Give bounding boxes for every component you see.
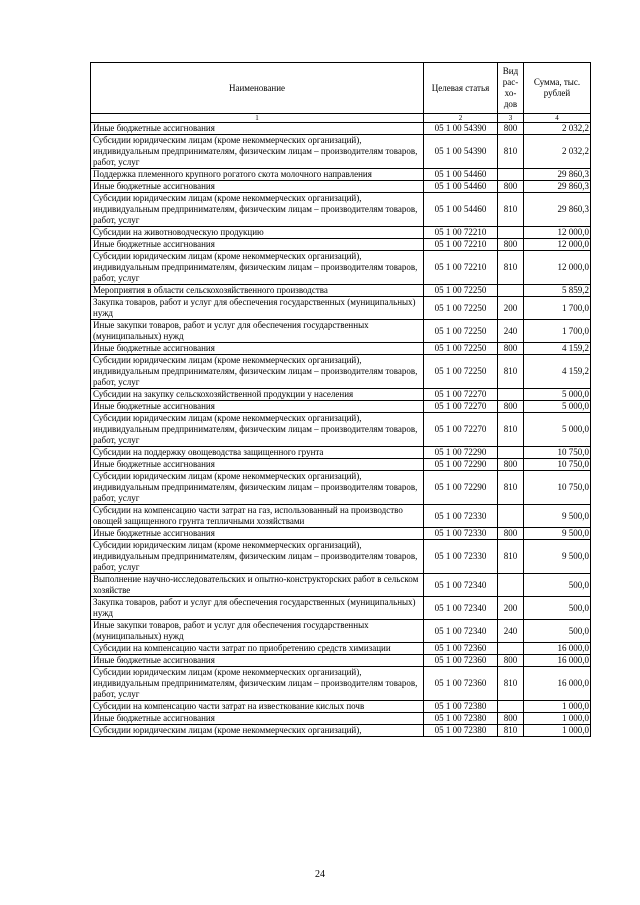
row-article: 05 1 00 54460 [424, 193, 498, 227]
row-name: Субсидии на закупку сельскохозяйственной продукции у населения [91, 389, 424, 401]
row-sum: 500,0 [524, 597, 591, 620]
row-sum: 500,0 [524, 574, 591, 597]
table-row [91, 227, 591, 239]
row-name: Иные бюджетные ассигнования [91, 343, 424, 355]
row-kind [498, 227, 524, 239]
row-name: Иные бюджетные ассигнования [91, 181, 424, 193]
row-kind: 810 [498, 540, 524, 574]
table-row [91, 239, 591, 251]
row-article: 05 1 00 72210 [424, 227, 498, 239]
row-article: 05 1 00 72270 [424, 401, 498, 413]
row-name: Иные бюджетные ассигнования [91, 713, 424, 725]
row-sum: 500,0 [524, 620, 591, 643]
row-name: Иные бюджетные ассигнования [91, 401, 424, 413]
row-sum: 1 700,0 [524, 320, 591, 343]
column-numbers-row [91, 114, 591, 123]
table-row [91, 181, 591, 193]
row-sum: 9 500,0 [524, 505, 591, 528]
row-article: 05 1 00 72380 [424, 725, 498, 737]
row-kind [498, 574, 524, 597]
row-kind: 810 [498, 471, 524, 505]
row-name: Иные бюджетные ассигнования [91, 655, 424, 667]
row-article: 05 1 00 72290 [424, 447, 498, 459]
row-kind: 240 [498, 320, 524, 343]
table-row [91, 389, 591, 401]
row-article: 05 1 00 72250 [424, 285, 498, 297]
row-name: Закупка товаров, работ и услуг для обеспечения государственных (муниципальных) нужд [91, 597, 424, 620]
table-row [91, 123, 591, 135]
row-sum: 5 000,0 [524, 401, 591, 413]
row-sum: 1 700,0 [524, 297, 591, 320]
row-name: Субсидии юридическим лицам (кроме некоммерческих организаций), индивидуальным предпринимателям, физическим лицам – производителям товаров, работ, услуг [91, 413, 424, 447]
row-name: Субсидии на поддержку овощеводства защищенного грунта [91, 447, 424, 459]
row-kind [498, 505, 524, 528]
table-row [91, 725, 591, 737]
row-name: Субсидии на животноводческую продукцию [91, 227, 424, 239]
row-kind: 240 [498, 620, 524, 643]
row-sum: 12 000,0 [524, 227, 591, 239]
row-name: Субсидии юридическим лицам (кроме некоммерческих организаций), индивидуальным предпринимателям, физическим лицам – производителям товаров, работ, услуг [91, 471, 424, 505]
row-sum: 4 159,2 [524, 343, 591, 355]
row-sum: 5 859,2 [524, 285, 591, 297]
row-article: 05 1 00 72330 [424, 540, 498, 574]
row-article: 05 1 00 72210 [424, 239, 498, 251]
table-row [91, 413, 591, 447]
row-sum: 5 000,0 [524, 413, 591, 447]
row-sum: 1 000,0 [524, 725, 591, 737]
table-row [91, 505, 591, 528]
row-article: 05 1 00 72360 [424, 667, 498, 701]
row-sum: 2 032,2 [524, 123, 591, 135]
table-row [91, 667, 591, 701]
table-row [91, 343, 591, 355]
row-sum: 16 000,0 [524, 667, 591, 701]
row-sum: 16 000,0 [524, 643, 591, 655]
row-name: Иные закупки товаров, работ и услуг для обеспечения государственных (муниципальных) нужд [91, 620, 424, 643]
row-sum: 12 000,0 [524, 239, 591, 251]
row-name: Субсидии юридическим лицам (кроме некоммерческих организаций), индивидуальным предпринимателям, физическим лицам – производителям товаров, работ, услуг [91, 540, 424, 574]
table-row [91, 447, 591, 459]
row-kind: 810 [498, 725, 524, 737]
row-article: 05 1 00 72290 [424, 459, 498, 471]
row-name: Субсидии юридическим лицам (кроме некоммерческих организаций), [91, 725, 424, 737]
header-sum: Сумма, тыс. рублей [524, 63, 591, 114]
row-kind: 800 [498, 401, 524, 413]
row-name: Иные закупки товаров, работ и услуг для обеспечения государственных (муниципальных) нужд [91, 320, 424, 343]
row-article: 05 1 00 72340 [424, 597, 498, 620]
row-name: Поддержка племенного крупного рогатого скота молочного направления [91, 169, 424, 181]
row-kind: 810 [498, 413, 524, 447]
row-article: 05 1 00 72330 [424, 528, 498, 540]
row-kind [498, 701, 524, 713]
table-row [91, 285, 591, 297]
row-article: 05 1 00 72380 [424, 701, 498, 713]
row-sum: 12 000,0 [524, 251, 591, 285]
row-kind [498, 447, 524, 459]
row-article: 05 1 00 72340 [424, 620, 498, 643]
row-article: 05 1 00 54390 [424, 135, 498, 169]
table-row [91, 620, 591, 643]
row-sum: 5 000,0 [524, 389, 591, 401]
row-sum: 29 860,3 [524, 169, 591, 181]
row-article: 05 1 00 54390 [424, 123, 498, 135]
table-row [91, 597, 591, 620]
table-row [91, 643, 591, 655]
row-kind: 800 [498, 459, 524, 471]
page-number: 24 [315, 869, 325, 880]
row-name: Иные бюджетные ассигнования [91, 239, 424, 251]
table-row [91, 251, 591, 285]
row-sum: 9 500,0 [524, 528, 591, 540]
row-kind: 810 [498, 251, 524, 285]
row-sum: 4 159,2 [524, 355, 591, 389]
row-article: 05 1 00 72330 [424, 505, 498, 528]
row-kind: 800 [498, 655, 524, 667]
row-kind: 810 [498, 135, 524, 169]
row-article: 05 1 00 72340 [424, 574, 498, 597]
table-row [91, 355, 591, 389]
row-name: Субсидии юридическим лицам (кроме некоммерческих организаций), индивидуальным предпринимателям, физическим лицам – производителям товаров, работ, услуг [91, 135, 424, 169]
row-name: Субсидии юридическим лицам (кроме некоммерческих организаций), индивидуальным предпринимателям, физическим лицам – производителям товаров, работ, услуг [91, 251, 424, 285]
row-article: 05 1 00 72360 [424, 655, 498, 667]
row-article: 05 1 00 72250 [424, 297, 498, 320]
row-article: 05 1 00 72270 [424, 413, 498, 447]
row-sum: 9 500,0 [524, 540, 591, 574]
header-name: Наименование [91, 63, 424, 114]
column-number: 3 [498, 114, 524, 123]
table-row [91, 713, 591, 725]
table-row [91, 320, 591, 343]
row-article: 05 1 00 72250 [424, 343, 498, 355]
row-article: 05 1 00 54460 [424, 169, 498, 181]
table-row [91, 655, 591, 667]
row-sum: 1 000,0 [524, 713, 591, 725]
row-kind: 800 [498, 528, 524, 540]
table-row [91, 528, 591, 540]
row-sum: 1 000,0 [524, 701, 591, 713]
row-article: 05 1 00 72290 [424, 471, 498, 505]
row-kind [498, 389, 524, 401]
budget-table-sheet [90, 62, 590, 737]
row-kind: 200 [498, 297, 524, 320]
row-kind: 810 [498, 193, 524, 227]
row-article: 05 1 00 54460 [424, 181, 498, 193]
row-kind: 800 [498, 239, 524, 251]
row-name: Мероприятия в области сельскохозяйственного производства [91, 285, 424, 297]
row-article: 05 1 00 72250 [424, 355, 498, 389]
row-article: 05 1 00 72270 [424, 389, 498, 401]
table-row [91, 459, 591, 471]
row-name: Субсидии на компенсацию части затрат на известкование кислых почв [91, 701, 424, 713]
table-row [91, 135, 591, 169]
row-kind [498, 643, 524, 655]
row-sum: 10 750,0 [524, 447, 591, 459]
row-sum: 2 032,2 [524, 135, 591, 169]
row-kind [498, 169, 524, 181]
row-name: Иные бюджетные ассигнования [91, 528, 424, 540]
column-number: 1 [91, 114, 424, 123]
row-sum: 10 750,0 [524, 471, 591, 505]
row-name: Субсидии на компенсацию части затрат на газ, использованный на производство овощей защищенного грунта тепличными хозяйствами [91, 505, 424, 528]
budget-table [90, 62, 591, 737]
row-name: Субсидии юридическим лицам (кроме некоммерческих организаций), индивидуальным предпринимателям, физическим лицам – производителям товаров, работ, услуг [91, 193, 424, 227]
row-name: Иные бюджетные ассигнования [91, 123, 424, 135]
row-name: Иные бюджетные ассигнования [91, 459, 424, 471]
row-kind: 800 [498, 123, 524, 135]
column-number: 4 [524, 114, 591, 123]
table-row [91, 540, 591, 574]
table-row [91, 193, 591, 227]
table-row [91, 169, 591, 181]
row-kind: 800 [498, 713, 524, 725]
table-row [91, 574, 591, 597]
row-name: Субсидии на компенсацию части затрат по приобретению средств химизации [91, 643, 424, 655]
header-article: Целевая статья [424, 63, 498, 114]
row-sum: 16 000,0 [524, 655, 591, 667]
row-kind: 800 [498, 181, 524, 193]
row-article: 05 1 00 72210 [424, 251, 498, 285]
row-name: Субсидии юридическим лицам (кроме некоммерческих организаций), индивидуальным предпринимателям, физическим лицам – производителям товаров, работ, услуг [91, 355, 424, 389]
row-kind [498, 285, 524, 297]
row-name: Субсидии юридическим лицам (кроме некоммерческих организаций), индивидуальным предпринимателям, физическим лицам – производителям товаров, работ, услуг [91, 667, 424, 701]
column-number: 2 [424, 114, 498, 123]
row-article: 05 1 00 72380 [424, 713, 498, 725]
table-body [91, 123, 591, 737]
header-kind: Вид рас-хо-дов [498, 63, 524, 114]
row-sum: 10 750,0 [524, 459, 591, 471]
row-kind: 810 [498, 355, 524, 389]
row-kind: 810 [498, 667, 524, 701]
row-name: Закупка товаров, работ и услуг для обеспечения государственных (муниципальных) нужд [91, 297, 424, 320]
table-row [91, 401, 591, 413]
row-sum: 29 860,3 [524, 193, 591, 227]
row-sum: 29 860,3 [524, 181, 591, 193]
table-header-row [91, 63, 591, 114]
row-kind: 200 [498, 597, 524, 620]
row-name: Выполнение научно-исследовательских и опытно-конструкторских работ в сельском хозяйстве [91, 574, 424, 597]
table-row [91, 297, 591, 320]
table-row [91, 701, 591, 713]
row-article: 05 1 00 72250 [424, 320, 498, 343]
table-row [91, 471, 591, 505]
row-article: 05 1 00 72360 [424, 643, 498, 655]
row-kind: 800 [498, 343, 524, 355]
